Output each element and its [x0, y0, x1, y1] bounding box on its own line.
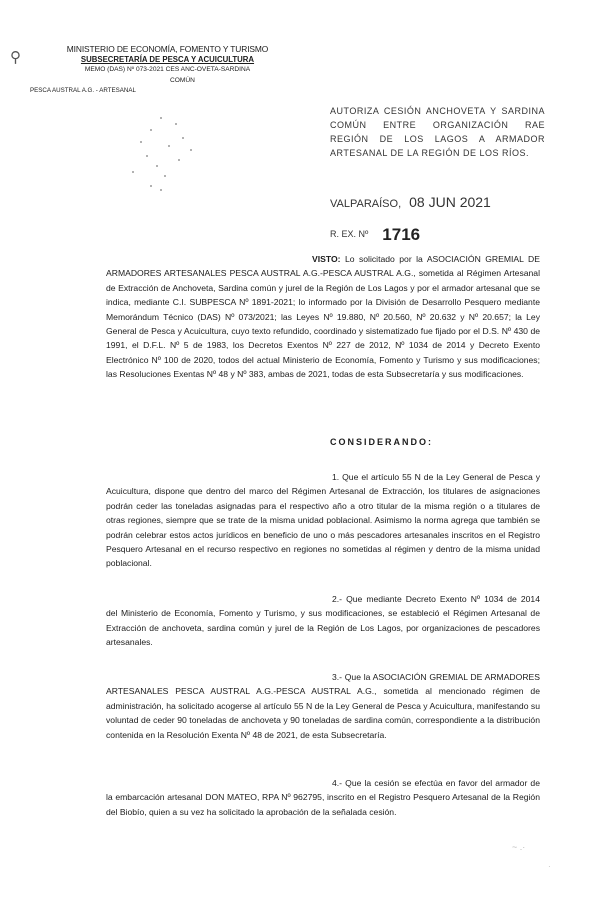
place: VALPARAÍSO,: [330, 198, 402, 210]
paragraph-text: 3.- Que la ASOCIACIÓN GREMIAL DE ARMADORES ARTESANALES PESCA AUSTRAL A.G.-PESCA AUSTRAL A.G., sometida al mencionado régimen de administración, ha solicitado acogerse al artículo 55 N de la Ley General de Pesca y Acuicultura, manifestando su voluntad de ceder 90 toneladas de anchoveta y 90 toneladas de sardina común, correspondiente a la distribución contenida en la Resolución Exenta Nº 48 de 2021, de esta Subsecretaría.: [106, 672, 540, 740]
subsecretaria-name: SUBSECRETARÍA DE PESCA Y ACUICULTURA: [80, 54, 255, 64]
resolution-number: [330, 222, 420, 242]
place-and-date: [330, 194, 491, 210]
rex-number: 1716: [382, 225, 421, 244]
resolution-summary: AUTORIZA CESIÓN ANCHOVETA Y SARDINA COMÚN ENTRE ORGANIZACIÓN RAE REGIÓN DE LOS LAGOS A ARMADOR ARTESANAL DE LA REGIÓN DE LOS RÍOS.: [330, 106, 545, 158]
memo-reference: MEMO (DAS) Nº 073-2021 CES ANC-OVETA-SARDINA: [84, 66, 251, 73]
organization-reference: PESCA AUSTRAL A.G. - ARTESANAL: [30, 87, 136, 94]
margin-mark-icon: ·: [548, 862, 551, 871]
rex-label: R. EX. Nº: [330, 229, 369, 239]
visto-paragraph: [106, 252, 540, 382]
considerando-heading: CONSIDERANDO:: [330, 437, 434, 447]
paragraph-text: 2.- Que mediante Decreto Exento Nº 1034 de 2014 del Ministerio de Economía, Fomento y Turismo, y sus modificaciones, se estableció el Régimen Artesanal de Extracción de anchoveta, sardina común y jurel de la Región de Los Lagos, por organizaciones de pescadores artesanales.: [106, 594, 540, 648]
ministry-name: MINISTERIO DE ECONOMÍA, FOMENTO Y TURISMO: [66, 44, 269, 54]
considerando-paragraph-2: [106, 592, 540, 650]
visto-label: VISTO:: [312, 254, 341, 264]
ministry-logo-icon: ⚲: [10, 49, 21, 66]
letterhead: [30, 44, 275, 97]
memo-reference-cont: COMÚN: [170, 76, 195, 84]
considerando-paragraph-1: [106, 470, 540, 571]
considerando-paragraph-3: [106, 670, 540, 742]
faded-stamp: [120, 115, 210, 195]
margin-scribble-icon: ~ .·: [512, 842, 526, 852]
paragraph-text: 4.- Que la cesión se efectúa en favor del armador de la embarcación artesanal DON MATEO, RPA Nº 962795, inscrito en el Registro Pesquero Artesanal de la Región del Biobío, quien a su vez ha solicitado la aprobación de la señalada cesión.: [106, 778, 540, 817]
considerando-paragraph-4: [106, 776, 540, 819]
visto-text: Lo solicitado por la ASOCIACIÓN GREMIAL DE ARMADORES ARTESANALES PESCA AUSTRAL A.G.-PESCA AUSTRAL A.G., sometida al Régimen Artesanal de Extracción de Anchoveta, Sardina común y jurel de la Región de Los Lagos y por el armador artesanal que se indica, mediante C.I. SUBPESCA Nº 1891-2021; lo informado por la División de Desarrollo Pesquero mediante Memorándum Técnico (DAS) Nº 073/2021; las Leyes Nº 19.880, Nº 20.560, Nº 20.632 y Nº 20.657; la Ley General de Pesca y Acuicultura, cuyo texto refundido, coordinado y sistematizado fue fijado por el D.S. Nº 430 de 1991, el D.F.L. Nº 5 de 1983, los Decretos Exentos Nº 227 de 2012, Nº 1034 de 2014 y Decreto Exento Electrónico Nº 100 de 2020, todos del actual Ministerio de Economía, Fomento y Turismo y sus modificaciones; las Resoluciones Exentas Nº 48 y Nº 383, ambas de 2021, todas de esta Subsecretaría y sus modificaciones.: [106, 254, 540, 380]
date-stamp: 08 JUN 2021: [409, 194, 491, 210]
paragraph-text: 1. Que el artículo 55 N de la Ley General de Pesca y Acuicultura, dispone que dentro del marco del Régimen Artesanal de Extracción, los titulares de asignaciones podrán ceder las toneladas asignadas para el respectivo año a otro titular de la misma región o a titulares de otras regiones, siempre que se trate de la misma unidad poblacional. Asimismo la norma agrega que también se podrán celebrar estos actos jurídicos en beneficio de uno o más pescadores artesanales inscritos en el Registro Pesquero Artesanal en el recurso respectivo en regiones no sometidas al régimen y dentro de la misma unidad poblacional.: [106, 472, 540, 569]
